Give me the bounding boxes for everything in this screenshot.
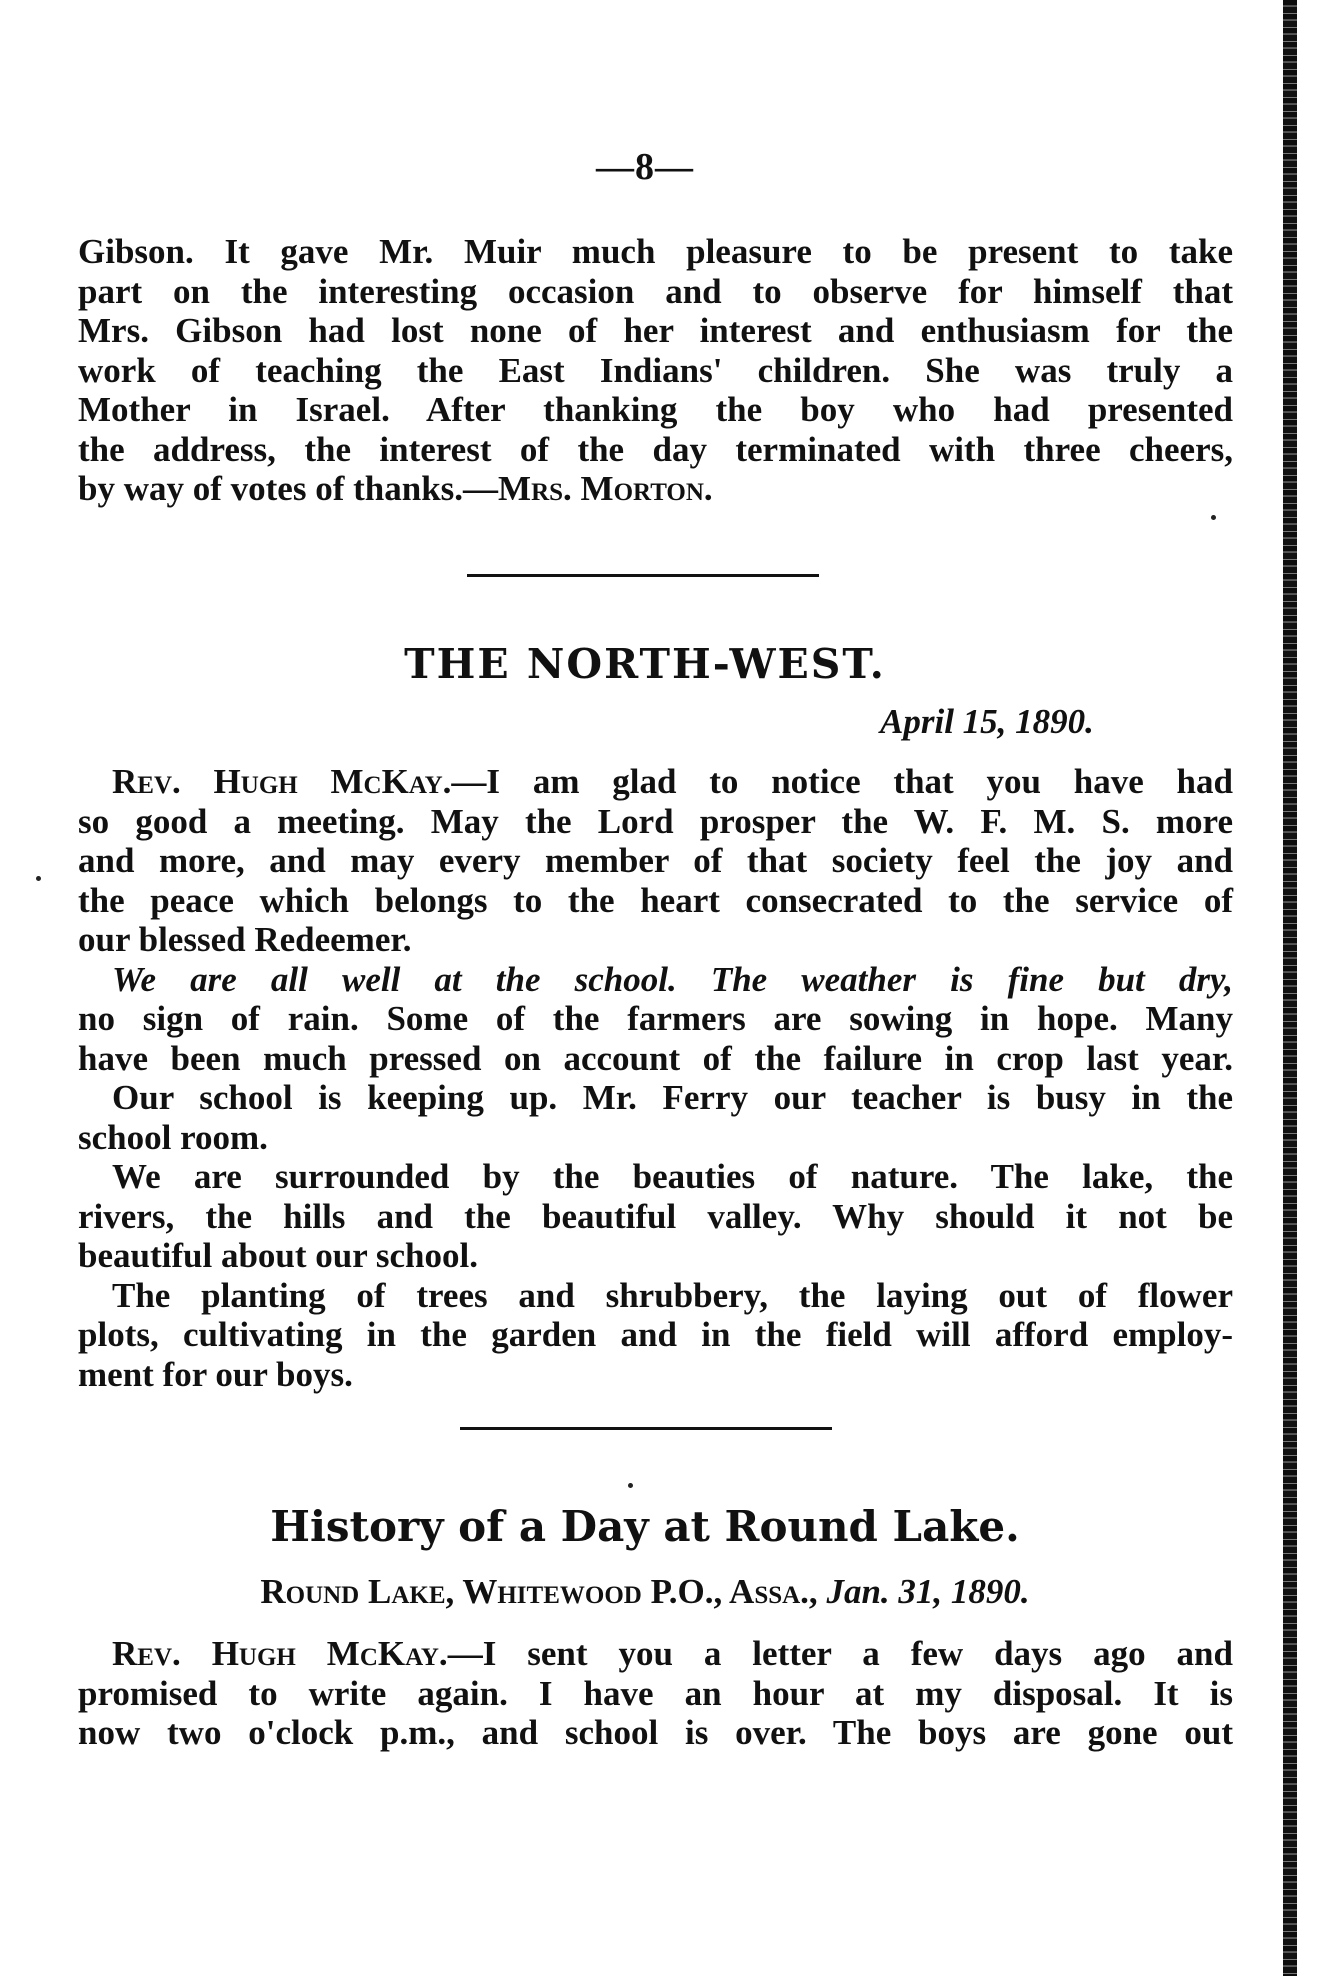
text-line: so good a meeting. May the Lord prosper the W. F. M. S. more [78, 801, 1233, 841]
section-heading: THE NORTH-WEST. [404, 640, 886, 688]
text-line: ment for our boys. [78, 1354, 353, 1394]
salutation: Rev. Hugh McKay. [112, 762, 452, 801]
text-line-with-salutation [78, 1634, 1233, 1674]
text-line: the address, the interest of the day terminated with three cheers, [78, 429, 1233, 469]
dateline-place: Round Lake, Whitewood P.O., Assa., [260, 1572, 818, 1611]
signature: Mrs. Morton. [498, 469, 713, 508]
text-line: our blessed Redeemer. [78, 920, 412, 959]
section-body [78, 762, 1233, 1394]
ink-speck [36, 876, 41, 881]
ink-speck [1211, 515, 1216, 520]
text-line: Mrs. Gibson had lost none of her interest and enthusiasm for the [78, 311, 1233, 350]
text-line: The planting of trees and shrubbery, the laying out of flower [112, 1275, 1233, 1315]
text-line: rivers, the hills and the beautiful valley. Why should it not be [78, 1196, 1233, 1236]
text-line-with-salutation [78, 762, 1233, 802]
text-line: the peace which belongs to the heart consecrated to the service of [78, 880, 1233, 920]
text-line: and more, and may every member of that society feel the joy and [78, 841, 1233, 880]
intro-paragraph [78, 232, 1233, 509]
text-line: part on the interesting occasion and to observe for himself that [78, 271, 1233, 311]
text-line: now two o'clock p.m., and school is over. The boys are gone out [78, 1713, 1233, 1752]
ink-speck [628, 1483, 633, 1488]
section-heading: History of a Day at Round Lake. [270, 1502, 1020, 1551]
dateline [0, 1572, 1290, 1612]
text-line: Our school is keeping up. Mr. Ferry our teacher is busy in the [112, 1078, 1233, 1117]
dateline: April 15, 1890. [880, 702, 1094, 741]
page-number: —8— [596, 146, 694, 188]
text-line: school room. [78, 1117, 268, 1157]
section-body [78, 1634, 1233, 1753]
text-line: work of teaching the East Indians' children. She was truly a [78, 350, 1233, 390]
text-line: We are surrounded by the beauties of nature. The lake, the [112, 1157, 1233, 1196]
text-line: plots, cultivating in the garden and in the field will afford employ- [78, 1315, 1233, 1354]
text-fragment: by way of votes of thanks.— [78, 469, 499, 508]
text-fragment: —I am glad to notice that you have had [451, 762, 1233, 801]
text-line: promised to write again. I have an hour at my disposal. It is [78, 1673, 1233, 1713]
section-divider [467, 574, 819, 577]
text-line: We are all well at the school. The weather is fine but dry, [112, 959, 1233, 999]
text-line: beautiful about our school. [78, 1236, 478, 1275]
binding-edge [1283, 0, 1297, 1976]
text-line: Gibson. It gave Mr. Muir much pleasure to be present to take [78, 232, 1233, 271]
dateline-date: Jan. 31, 1890. [826, 1572, 1030, 1611]
text-line: have been much pressed on account of the failure in crop last year. [78, 1038, 1233, 1078]
text-line-with-signature [78, 469, 1233, 509]
text-line: Mother in Israel. After thanking the boy who had presented [78, 390, 1233, 429]
text-fragment: —I sent you a letter a few days ago and [447, 1634, 1233, 1673]
section-divider [460, 1427, 832, 1430]
text-line: no sign of rain. Some of the farmers are sowing in hope. Many [78, 999, 1233, 1038]
salutation: Rev. Hugh McKay. [112, 1634, 448, 1673]
